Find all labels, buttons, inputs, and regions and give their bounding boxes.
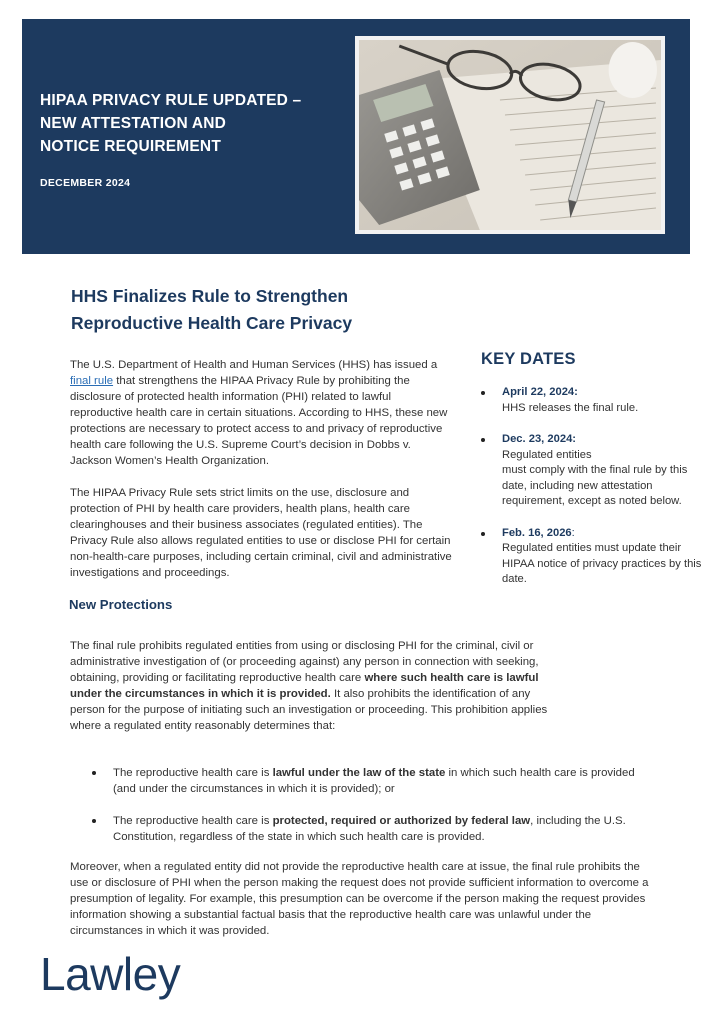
- banner-title-line: HIPAA PRIVACY RULE UPDATED –: [40, 92, 302, 109]
- key-date-description: Regulated entities: [502, 448, 592, 461]
- bullet-icon: [92, 771, 96, 775]
- bullet-icon: [481, 532, 485, 536]
- list-text: in which such health care is provided (and under the circumstances in which it is provided); or: [113, 767, 635, 795]
- bullet-icon: [481, 438, 485, 442]
- key-date-value: Feb. 16, 2026: [502, 526, 572, 539]
- key-date: Dec. 23, 2024:: [502, 433, 577, 445]
- body-bold-text: where such health care is lawful under the circumstances in which it is provided.: [70, 672, 539, 700]
- key-date-colon: :: [571, 526, 575, 539]
- banner-title-line: NOTICE REQUIREMENT: [40, 138, 221, 155]
- key-dates-panel: [481, 350, 711, 604]
- bullet-icon: [92, 819, 96, 823]
- list-item: [92, 813, 652, 845]
- calculator-glasses-pen-photo: [355, 36, 665, 234]
- photo-illustration: [359, 40, 661, 230]
- body-text: It also prohibits the identification of any person for the purpose of initiating such an investigation or proceeding. This prohibition applies where a regulated entity reasonably determines that:: [70, 688, 548, 732]
- list-text: The reproductive health care is: [113, 767, 273, 779]
- key-date: April 22, 2024:: [502, 386, 578, 398]
- lawley-logo: Lawley: [40, 948, 181, 1000]
- header-banner: [22, 19, 690, 254]
- key-date-item: [481, 526, 711, 588]
- body-paragraph: [70, 638, 560, 734]
- list-bold-text: protected, required or authorized by federal law: [272, 815, 531, 827]
- bullet-icon: [481, 391, 485, 395]
- intro-section: [70, 357, 455, 597]
- new-protections-body: [70, 638, 560, 734]
- list-item: [92, 765, 652, 797]
- key-date-item: [481, 432, 711, 510]
- headline-line: Reproductive Health Care Privacy: [71, 313, 353, 333]
- key-date: [502, 526, 711, 542]
- key-date-description: HHS releases the final rule.: [502, 401, 639, 414]
- body-text: The final rule prohibits regulated entities from using or disclosing PHI for the criminal, civil or administrative investigation of (or proceeding against) any person in connection with seeking, obtaining, providing or facilitating reproductive health care: [70, 640, 539, 684]
- intro-text: The U.S. Department of Health and Human Services (HHS) has issued a: [70, 359, 438, 371]
- final-rule-link[interactable]: final rule: [70, 375, 114, 387]
- banner-title-line: NEW ATTESTATION AND: [40, 115, 227, 132]
- banner-title: [40, 89, 360, 158]
- headline-line: HHS Finalizes Rule to Strengthen: [71, 286, 349, 306]
- key-date-description: must comply with the final rule by this date, including new attestation requirement, except as noted below.: [502, 464, 688, 507]
- key-date-item: [481, 385, 711, 416]
- key-dates-list: [481, 385, 711, 588]
- new-protections-heading: New Protections: [69, 597, 173, 612]
- list-text: The reproductive health care is: [113, 815, 273, 827]
- intro-paragraph: The HIPAA Privacy Rule sets strict limits on the use, disclosure and protection of PHI by health care providers, health plans, health care clearinghouses and their business associates (regulated entities). The Privacy Rule also allows regulated entities to use or disclose PHI for certain non-health-care purposes, including certain criminal, civil and administrative investigations and proceedings.: [70, 487, 452, 579]
- key-date-description: Regulated entities must update their HIPAA notice of privacy practices by this date.: [502, 542, 702, 585]
- list-text: , including the U.S. Constitution, regardless of the state in which such health care is provided.: [113, 815, 626, 843]
- intro-text: that strengthens the HIPAA Privacy Rule by prohibiting the disclosure of protected health information (PHI) related to lawful reproductive health care in certain situations. According to HHS, these new protections are necessary to protect access to and privacy of reproductive health care following the U.S. Supreme Court’s decision in Dobbs v. Jackson Women’s Health Organization.: [70, 375, 448, 467]
- list-bold-text: lawful under the law of the state: [272, 767, 446, 779]
- intro-paragraph: [70, 357, 455, 469]
- key-dates-heading: KEY DATES: [481, 350, 576, 368]
- protections-list: [92, 765, 652, 861]
- banner-date: DECEMBER 2024: [40, 177, 131, 189]
- closing-paragraph: Moreover, when a regulated entity did not provide the reproductive health care at issue, the final rule prohibits the use or disclosure of PHI when the person making the request does not provide sufficient information to overcome a presumption of legality. For example, this presumption can be overcome if the person making the request provides information showing a substantial factual basis that the reproductive health care was unlawful under the circumstances in which it was provided.: [70, 861, 649, 937]
- page-headline: [71, 283, 451, 337]
